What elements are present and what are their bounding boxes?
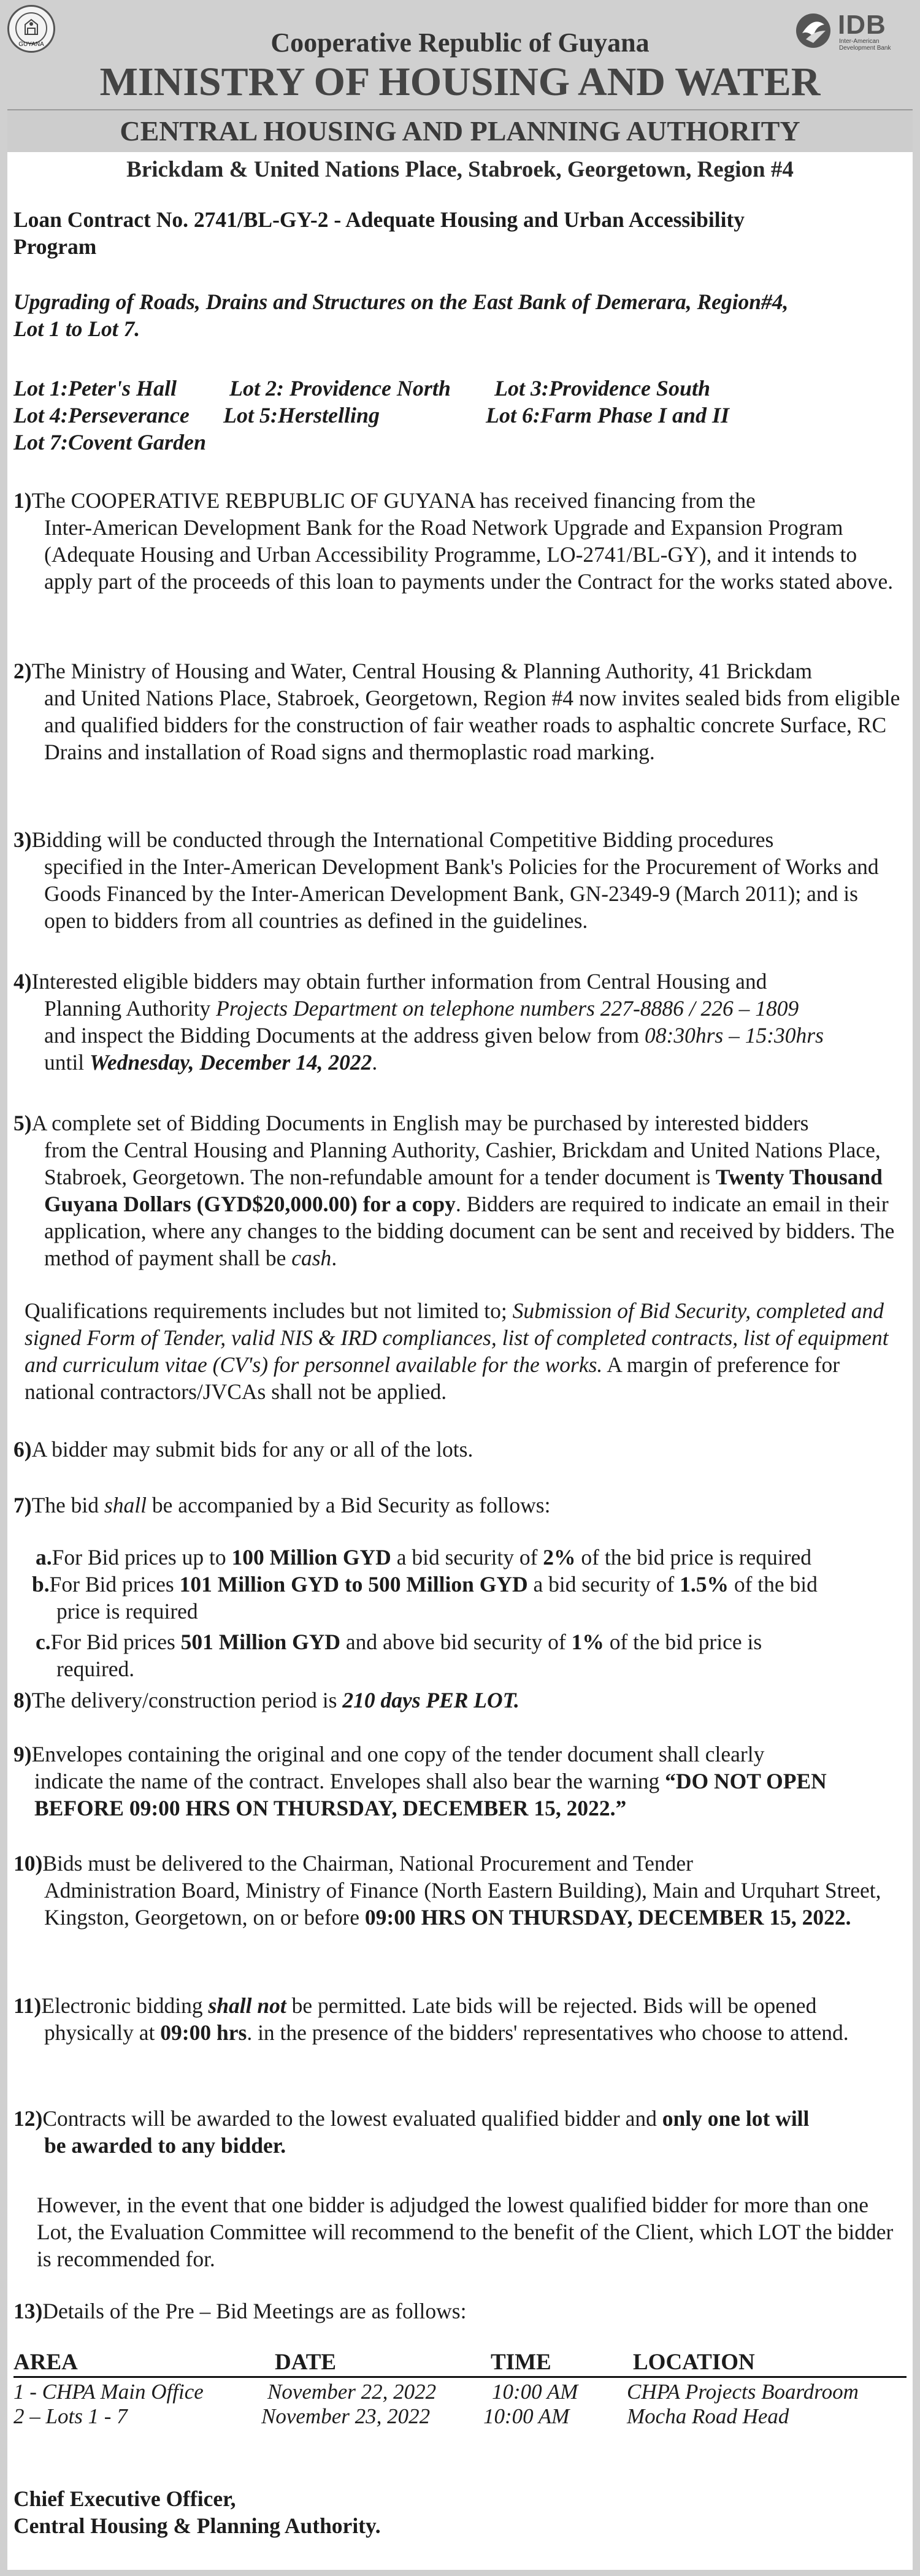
paragraph-2: 2)The Ministry of Housing and Water, Central Housing & Planning Authority, 41 Brickdam [13,659,813,683]
paragraph-3: 3)Bidding will be conducted through the International Competitive Bidding procedures [13,827,774,852]
lot-5: Lot 5:Herstelling [223,403,380,427]
idb-subtitle: Inter-American Development Bank [839,38,891,52]
lot-4: Lot 4:Perseverance [13,403,190,427]
ministry-title: MINISTRY OF HOUSING AND WATER [99,59,821,104]
paragraph-3-body: specified in the Inter-American Development Bank's Policies for the Procurement of Works and Goods Financed by the Inter-American Development Bank, GN-2349-9 (March 2011); and is open to bidders from all countries as defined in the guidelines. [44,854,879,933]
lot-1: Lot 1:Peter's Hall [13,376,177,401]
paragraph-8: 8)The delivery/construction period is 210 days PER LOT. [13,1688,519,1712]
authority-address: Brickdam & United Nations Place, Stabroek, Georgetown, Region #4 [126,157,794,182]
meeting-1-area: 1 - CHPA Main Office [13,2380,204,2404]
paragraph-1-body: Inter-American Development Bank for the Road Network Upgrade and Expansion Program (Adequate Housing and Urban Accessibility Programme, LO-2741/BL-GY), and it intends to apply part of the proceeds of this loan to payments under the Contract for the works stated above. [44,515,894,594]
col-header-time: TIME [491,2350,551,2375]
project-title: Upgrading of Roads, Drains and Structures on the East Bank of Demerara, Region#4, Lot 1 to Lot 7. [13,289,789,341]
qualifications: Qualifications requirements includes but not limited to; Submission of Bid Security, completed and signed Form of Tender, valid NIS & IRD compliances, list of completed contracts, list of equipment and curriculum vitae (CV's) for personnel available for the works. A margin of preference for national contractors/JVCAs shall not be applied. [25,1298,889,1404]
col-header-area: AREA [13,2350,78,2375]
republic-title: Cooperative Republic of Guyana [270,28,650,58]
paragraph-6: 6)A bidder may submit bids for any or all of the lots. [13,1437,473,1462]
paragraph-10-body: Administration Board, Ministry of Finance (North Eastern Building), Main and Urquhart Street, Kingston, Georgetown, on or before 09:00 HRS ON THURSDAY, DECEMBER 15, 2022. [44,1878,881,1930]
paragraph-9-body: indicate the name of the contract. Envelopes shall also bear the warning “DO NOT OPEN BEFORE 09:00 HRS ON THURSDAY, DECEMBER 15, 2022.” [34,1769,827,1820]
signature: Chief Executive Officer, Central Housing & Planning Authority. [13,2486,381,2538]
meeting-1-location: CHPA Projects Boardroom [627,2380,859,2404]
table-header-rule [13,2376,907,2378]
paragraph-2-body: and United Nations Place, Stabroek, Georgetown, Region #4 now invites sealed bids from eligible and qualified bidders for the construction of fair weather roads to asphaltic concrete Surface, RC Drains and installation of Road signs and thermoplastic road marking. [44,686,900,764]
bid-security-c: c.For Bid prices 501 Million GYD and above bid security of 1% of the bid price is required. [36,1630,762,1681]
meeting-1-time: 10:00 AM [492,2380,578,2404]
paragraph-11: 11)Electronic bidding shall not be permitted. Late bids will be rejected. Bids will be opened [13,1993,817,2018]
paragraph-5-body: from the Central Housing and Planning Authority, Cashier, Brickdam and United Nations Place, Stabroek, Georgetown. The non-refundable amount for a tender document is Twenty Thousand Guyana Dollars (GYD$20,000.00) for a copy. Bidders are required to indicate an email in their application, where any changes to the bidding document can be sent and received by bidders. The method of payment shall be cash. [44,1138,895,1270]
notice-body [7,109,913,2570]
col-header-date: DATE [275,2350,337,2375]
col-header-location: LOCATION [633,2350,755,2375]
lot-2: Lot 2: Providence North [229,376,451,401]
paragraph-10: 10)Bids must be delivered to the Chairman, National Procurement and Tender [13,1851,693,1876]
paragraph-9: 9)Envelopes containing the original and one copy of the tender document shall clearly [13,1742,765,1766]
paragraph-7: 7)The bid shall be accompanied by a Bid Security as follows: [13,1493,551,1517]
meeting-2-area: 2 – Lots 1 - 7 [13,2404,128,2428]
paragraph-11-body: physically at 09:00 hrs. in the presence of the bidders' representatives who choose to attend. [44,2020,849,2045]
paragraph-1: 1)The COOPERATIVE REBPUBLIC OF GUYANA has received financing from the [13,488,756,513]
paragraph-12-body: be awarded to any bidder. [44,2133,286,2158]
lot-3: Lot 3:Providence South [494,376,710,401]
bid-security-a: a.For Bid prices up to 100 Million GYD a bid security of 2% of the bid price is required [36,1545,811,1570]
bid-security-b: b.For Bid prices 101 Million GYD to 500 Million GYD a bid security of 1.5% of the bid price is required [32,1572,818,1623]
meeting-2-date: November 23, 2022 [261,2404,431,2428]
idb-name: IDB [838,10,886,40]
paragraph-5: 5)A complete set of Bidding Documents in English may be purchased by interested bidders [13,1111,809,1135]
contract-title: Loan Contract No. 2741/BL-GY-2 - Adequate Housing and Urban Accessibility Program [13,207,745,259]
meeting-1-date: November 22, 2022 [267,2380,437,2404]
lot-7: Lot 7:Covent Garden [13,430,206,454]
document-price: Twenty Thousand Guyana Dollars (GYD$20,000.00) for a copy [44,1165,883,1216]
paragraph-12: 12)Contracts will be awarded to the lowest evaluated qualified bidder and only one lot will [13,2106,810,2131]
lot-6: Lot 6:Farm Phase I and II [486,403,730,427]
paragraph-4-body: Planning Authority Projects Department on telephone numbers 227-8886 / 226 – 1809 and inspect the Bidding Documents at the address given below from 08:30hrs – 15:30hrs until Wednesday, December 14, 2022. [44,996,824,1075]
meeting-2-location: Mocha Road Head [627,2404,789,2428]
authority-title: CENTRAL HOUSING AND PLANNING AUTHORITY [7,110,913,152]
deadline-date: Wednesday, December 14, 2022 [89,1050,372,1075]
paragraph-13: 13)Details of the Pre – Bid Meetings are as follows: [13,2299,467,2323]
seal-text: GUYANA [18,41,44,48]
paragraph-4: 4)Interested eligible bidders may obtain further information from Central Housing and [13,969,767,994]
meeting-2-time: 10:00 AM [483,2404,570,2428]
however-paragraph: However, in the event that one bidder is adjudged the lowest qualified bidder for more than one Lot, the Evaluation Committee will recommend to the benefit of the Client, which LOT the bidder is recommended for. [37,2193,894,2271]
